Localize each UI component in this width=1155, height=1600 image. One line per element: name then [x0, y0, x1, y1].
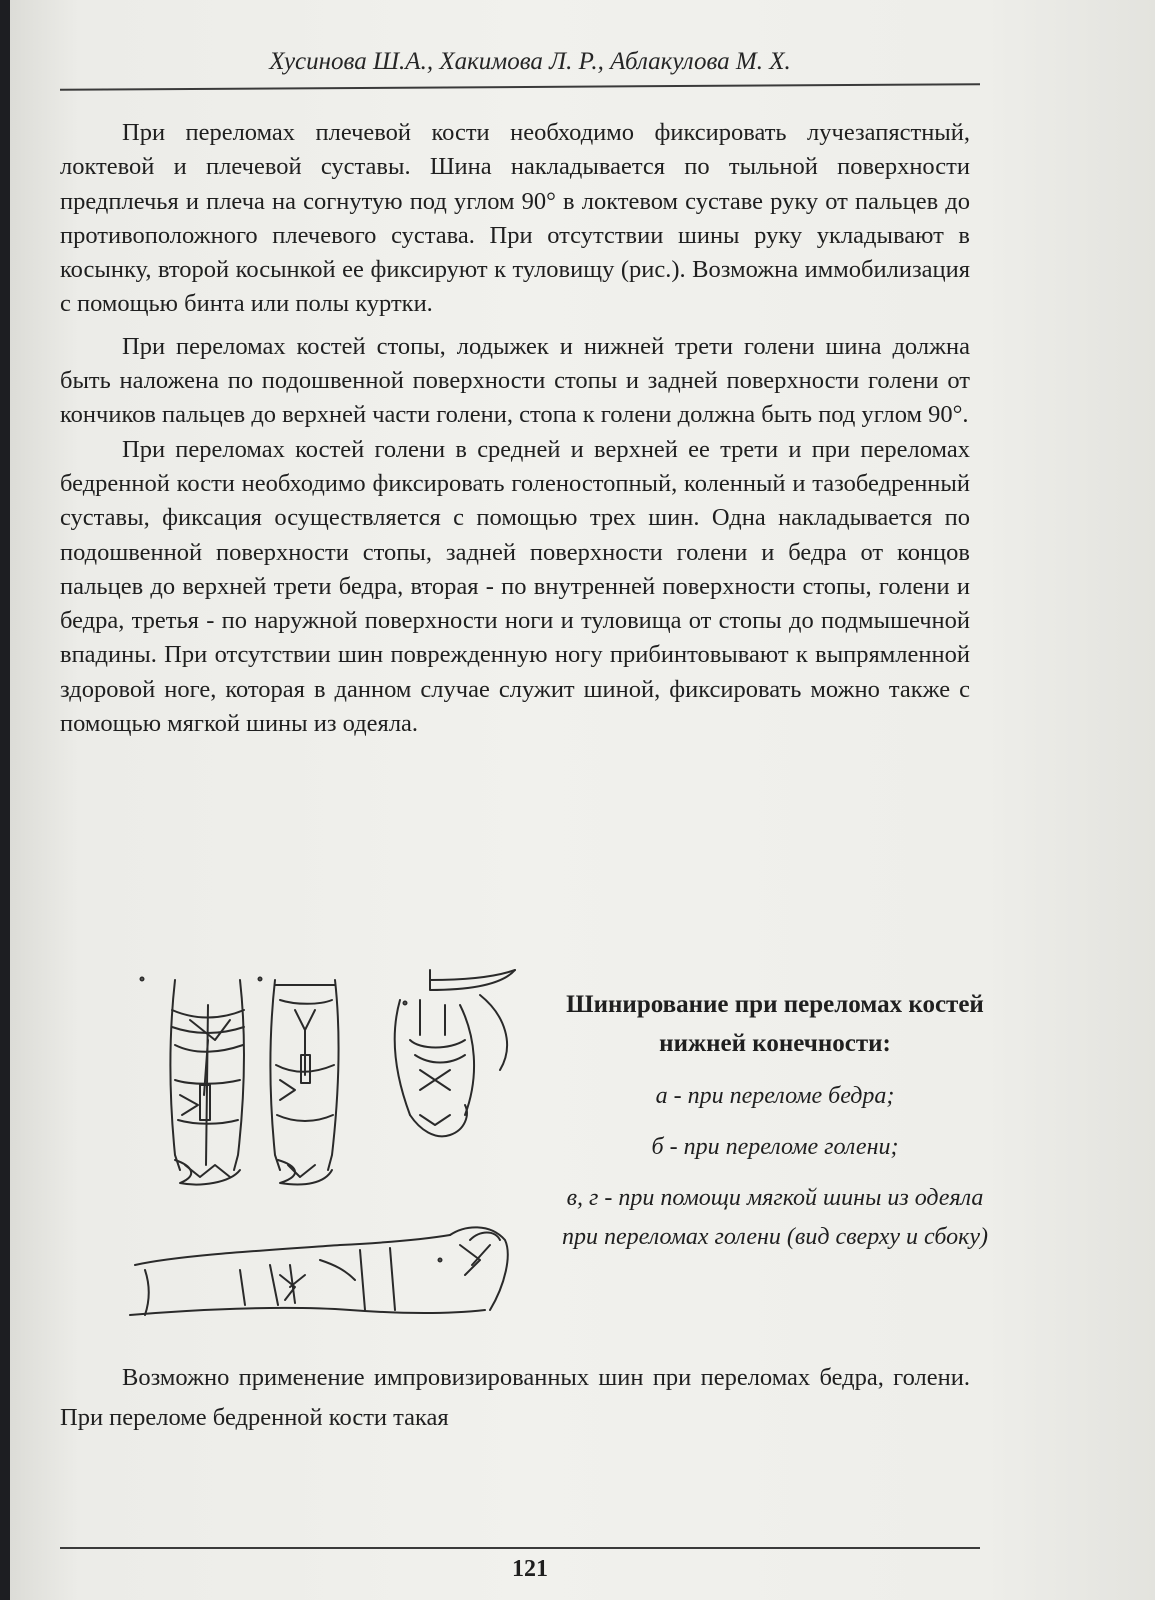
caption-item-b: б - при переломе голени; [651, 1134, 899, 1160]
splinting-drawing [120, 965, 550, 1355]
figure-b-legs [259, 978, 339, 1185]
figure-caption [555, 985, 995, 1269]
bottom-text [60, 1358, 970, 1438]
paragraph-foot: При переломах костей стопы, лодыжек и нижней трети голени шина должна быть наложена по подошвенной поверхности стопы и задней поверхности голени от кончиков пальцев до верхней части голени, стопа к голени должна быть под углом 90°. [60, 332, 970, 429]
header-rule [60, 83, 980, 91]
book-page [10, 0, 1155, 1600]
figure-a-legs [141, 978, 245, 1185]
caption-title: Шинирование при переломах костей нижней конечности: [566, 991, 984, 1057]
paragraph-humerus: При переломах плечевой кости необходимо фиксировать лучезапястный, локтевой и плечевой суставы. Шина накладывается по тыльной поверхности предплечья и плеча на согнутую под углом 90° в локтевом суставе руку от пальцев до противоположного плечевого сустава. При отсутствии шины руку укладывают в косынку, второй косынкой ее фиксируют к туловищу (рис.). Возможна иммобилизация с помощью бинта или полы куртки. [60, 119, 970, 318]
caption-item-v-g: в, г - при помощи мягкой шины из одеяла при переломах голени (вид сверху и сбоку) [562, 1185, 988, 1250]
footer-rule [60, 1547, 980, 1549]
splinting-illustration [120, 965, 550, 1355]
caption-item-a: а - при переломе бедра; [655, 1083, 895, 1109]
figure-g-leg [130, 1227, 508, 1315]
paragraph-shin-femur: При переломах костей голени в средней и верхней ее трети и при переломах бедренной кости необходимо фиксировать голеностопный, коленный и тазобедренный суставы, фиксация осуществляется с помощью трех шин. Одна накладывается по подошвенной поверхности стопы, задней поверхности голени и бедра от концов пальцев до верхней трети бедра, вторая - по внутренней поверхности стопы, голени и бедра, третья - по наружной поверхности ноги и туловища от стопы до подмышечной впадины. При отсутствии шин поврежденную ногу прибинтовывают к выпрямленной здоровой ноге, которая в данном случае служит шиной, фиксировать можно также с помощью мягкой шины из одеяла. [60, 435, 970, 738]
paragraph-improvised-splints: Возможно применение импровизированных шин при переломах бедра, голени. При переломе бедренной кости такая [60, 1364, 970, 1431]
figure-v-leg [395, 970, 515, 1136]
running-header: Хусинова Ш.А., Хакимова Л. Р., Аблакулова М. Х. [269, 48, 791, 75]
page-binding-edge [0, 0, 10, 1600]
main-text [60, 116, 970, 749]
page-number: 121 [512, 1556, 548, 1582]
